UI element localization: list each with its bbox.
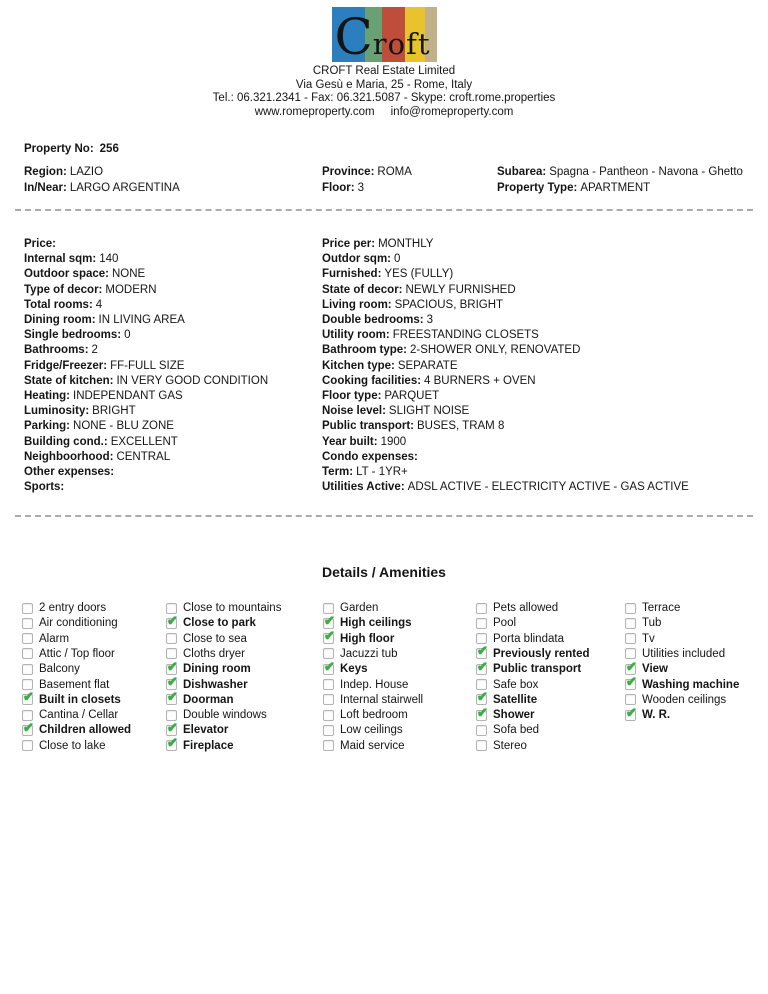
amenity-item: [166, 719, 323, 738]
amenity-item: [625, 658, 768, 677]
amenity-checkbox[interactable]: [476, 603, 487, 614]
amenity-checkbox[interactable]: [323, 603, 334, 614]
detail-row: [24, 480, 322, 495]
company-email-link[interactable]: info@romeproperty.com: [390, 105, 514, 118]
detail-label: Public transport:: [322, 420, 415, 433]
amenity-item: [323, 628, 476, 646]
amenity-checkbox[interactable]: [476, 658, 488, 675]
amenity-label: Children allowed: [39, 724, 132, 737]
detail-value: BRIGHT: [92, 405, 136, 418]
amenity-label: Built in closets: [39, 693, 121, 706]
location-field: [24, 164, 322, 180]
amenity-label: Low ceilings: [340, 724, 403, 737]
amenity-checkbox[interactable]: [22, 664, 33, 675]
checkmark-icon: ✔: [626, 704, 637, 720]
separator-top: [15, 209, 753, 211]
checkmark-icon: ✔: [477, 643, 488, 659]
amenity-label: Tub: [642, 617, 662, 630]
logo-text: [334, 8, 431, 66]
amenity-checkbox[interactable]: [625, 603, 636, 614]
amenity-item: [323, 708, 476, 723]
amenity-item: [22, 600, 166, 615]
location-field-label: Region:: [24, 166, 67, 178]
amenity-checkbox[interactable]: [22, 618, 33, 629]
amenity-item: [22, 719, 166, 738]
amenity-label: Previously rented: [493, 647, 590, 660]
detail-label: Neighboorhood:: [24, 450, 114, 463]
location-field-value: APARTMENT: [580, 182, 651, 194]
location-field: [497, 164, 768, 180]
amenity-label: Air conditioning: [39, 617, 118, 630]
details-column-right: [322, 237, 762, 495]
amenity-label: Pool: [493, 617, 517, 630]
location-field-value: LAZIO: [69, 166, 104, 178]
detail-row: [24, 389, 322, 404]
property-number: [24, 143, 768, 155]
amenity-item: [323, 677, 476, 692]
amenity-checkbox[interactable]: [323, 628, 335, 644]
detail-row: [24, 313, 322, 328]
amenity-checkbox[interactable]: [625, 694, 636, 705]
amenities-title: Details / Amenities: [322, 564, 446, 581]
checkmark-icon: ✔: [324, 628, 335, 644]
amenity-item: [323, 723, 476, 738]
detail-label: Price per:: [322, 238, 376, 250]
amenity-item: [22, 616, 166, 631]
detail-row: [322, 465, 762, 480]
logo-rest: roft: [372, 27, 431, 61]
detail-row: [322, 343, 762, 358]
amenity-label: Close to lake: [39, 739, 106, 752]
detail-value: SEPARATE: [397, 359, 458, 372]
amenity-item: [166, 646, 323, 661]
checkmark-icon: ✔: [477, 658, 488, 674]
detail-value: YES (FULLY): [384, 268, 454, 281]
amenity-item: [625, 616, 768, 631]
amenity-item: [166, 689, 323, 707]
checkmark-icon: ✔: [626, 674, 637, 690]
amenity-label: View: [642, 663, 668, 676]
detail-row: [322, 283, 762, 298]
detail-row: [24, 465, 322, 480]
location-field-label: Property Type:: [497, 182, 578, 194]
amenity-label: Loft bedroom: [340, 709, 408, 722]
checkmark-icon: ✔: [167, 658, 178, 674]
checkmark-icon: ✔: [23, 689, 34, 705]
amenity-item: [22, 662, 166, 677]
amenity-item: [476, 643, 625, 661]
detail-value: 4 BURNERS + OVEN: [424, 374, 536, 387]
location-field-label: Subarea:: [497, 166, 547, 178]
location-field-value: Spagna - Pantheon - Navona - Ghetto: [549, 166, 743, 178]
amenity-checkbox[interactable]: [166, 689, 178, 705]
amenity-item: [476, 723, 625, 738]
property-number-value: 256: [99, 143, 119, 155]
detail-row: [24, 298, 322, 313]
company-contacts: Tel.: 06.321.2341 - Fax: 06.321.5087 - Skype: croft.rome.properties: [212, 92, 556, 104]
amenity-item: [166, 631, 323, 646]
amenity-label: Indep. House: [340, 678, 409, 691]
amenity-label: Doorman: [183, 693, 234, 706]
detail-row: [322, 374, 762, 389]
company-name: CROFT Real Estate Limited: [312, 65, 456, 77]
amenity-checkbox[interactable]: [22, 689, 34, 705]
detail-label: Dining room:: [24, 314, 96, 327]
amenities-column-4: [476, 600, 625, 753]
detail-row: [322, 237, 762, 252]
property-details: [24, 237, 768, 495]
detail-row: [322, 328, 762, 343]
amenity-checkbox[interactable]: [476, 618, 487, 629]
amenity-label: Balcony: [39, 663, 80, 676]
detail-value: PARQUET: [384, 390, 440, 403]
amenity-label: Wooden ceilings: [642, 693, 727, 706]
detail-value: 2: [91, 344, 98, 357]
detail-label: Fridge/Freezer:: [24, 359, 108, 372]
amenity-checkbox[interactable]: [625, 704, 637, 721]
checkmark-icon: ✔: [23, 719, 34, 735]
detail-row: [24, 252, 322, 267]
amenity-checkbox[interactable]: [166, 648, 177, 659]
amenity-item: [625, 646, 768, 661]
amenity-item: [323, 692, 476, 707]
detail-row: [24, 419, 322, 434]
company-address: Via Gesù e Maria, 25 - Rome, Italy: [295, 78, 473, 91]
detail-row: [24, 404, 322, 419]
location-field-value: LARGO ARGENTINA: [69, 182, 180, 194]
detail-label: Total rooms:: [24, 298, 93, 311]
amenity-label: High floor: [340, 632, 395, 645]
amenities-grid: [22, 600, 768, 753]
detail-row: [322, 480, 762, 495]
detail-row: [322, 298, 762, 313]
detail-value: ADSL ACTIVE - ELECTRICITY ACTIVE - GAS ACTIVE: [407, 481, 689, 494]
checkmark-icon: ✔: [167, 674, 178, 690]
amenity-label: Jacuzzi tub: [340, 647, 398, 660]
detail-row: [322, 313, 762, 328]
amenity-item: [166, 708, 323, 723]
amenity-label: Dishwasher: [183, 678, 248, 691]
amenity-label: High ceilings: [340, 617, 412, 630]
location-field-label: Province:: [322, 166, 375, 178]
location-field: [24, 180, 322, 196]
detail-label: Double bedrooms:: [322, 314, 424, 327]
detail-label: Bathroom type:: [322, 344, 407, 357]
detail-label: Noise level:: [322, 405, 386, 418]
checkmark-icon: ✔: [477, 689, 488, 705]
detail-value: SLIGHT NOISE: [388, 405, 470, 418]
amenity-checkbox[interactable]: [625, 618, 636, 629]
amenity-label: Close to mountains: [183, 602, 282, 615]
amenity-checkbox[interactable]: [476, 740, 487, 751]
amenity-checkbox[interactable]: [323, 679, 334, 690]
detail-value: 2-SHOWER ONLY, RENOVATED: [409, 344, 581, 357]
logo: [0, 0, 768, 66]
company-header: [0, 65, 768, 119]
detail-value: FF-FULL SIZE: [110, 359, 185, 372]
detail-label: Luminosity:: [24, 405, 90, 418]
amenity-label: Cantina / Cellar: [39, 709, 119, 722]
checkmark-icon: ✔: [167, 719, 178, 735]
detail-row: [322, 404, 762, 419]
amenity-item: [625, 674, 768, 692]
detail-label: Single bedrooms:: [24, 329, 122, 342]
property-number-label: Property No:: [24, 143, 94, 155]
amenities-column-1: [22, 600, 166, 753]
amenity-checkbox[interactable]: [476, 704, 488, 721]
amenity-label: Close to park: [183, 617, 256, 630]
detail-row: [322, 252, 762, 267]
amenity-label: 2 entry doors: [39, 602, 107, 615]
checkmark-icon: ✔: [626, 658, 637, 674]
amenity-item: [476, 631, 625, 646]
detail-row: [24, 237, 322, 252]
detail-value: IN LIVING AREA: [98, 314, 185, 327]
amenity-label: Attic / Top floor: [39, 647, 115, 660]
detail-value: MONTHLY: [378, 238, 434, 250]
amenity-label: Double windows: [183, 709, 267, 722]
amenity-checkbox[interactable]: [22, 740, 33, 751]
detail-label: Utilities Active:: [322, 481, 405, 494]
detail-label: Year built:: [322, 435, 378, 448]
amenity-checkbox[interactable]: [476, 643, 488, 659]
amenity-checkbox[interactable]: [166, 735, 178, 751]
amenity-item: [22, 631, 166, 646]
amenity-checkbox[interactable]: [323, 725, 334, 736]
detail-label: Term:: [322, 466, 354, 479]
amenity-checkbox[interactable]: [323, 740, 334, 751]
detail-value: INDEPENDANT GAS: [73, 390, 183, 403]
amenity-item: [625, 631, 768, 646]
detail-value: SPACIOUS, BRIGHT: [394, 298, 504, 311]
amenity-label: Utilities included: [642, 647, 726, 660]
amenity-label: Sofa bed: [493, 724, 540, 737]
amenity-checkbox[interactable]: [22, 719, 34, 736]
amenity-label: Public transport: [493, 663, 582, 676]
location-field-value: ROMA: [377, 166, 412, 178]
amenity-label: W. R.: [642, 709, 671, 722]
detail-value: 3: [426, 314, 433, 327]
detail-row: [322, 267, 762, 282]
amenity-label: Basement flat: [39, 678, 110, 691]
detail-row: [24, 359, 322, 374]
amenity-label: Terrace: [642, 602, 681, 615]
location-field-label: In/Near:: [24, 182, 67, 194]
detail-label: Bathrooms:: [24, 344, 89, 357]
amenities-column-5: [625, 600, 768, 753]
amenity-item: [166, 658, 323, 677]
amenity-label: Elevator: [183, 724, 229, 737]
amenity-item: [476, 600, 625, 615]
separator-bottom: [15, 515, 753, 517]
amenity-item: [476, 738, 625, 753]
location-field-value: 3: [357, 182, 364, 194]
amenity-label: Shower: [493, 709, 535, 722]
location-grid: [24, 164, 768, 196]
amenity-label: Dining room: [183, 663, 251, 676]
detail-value: NEWLY FURNISHED: [405, 283, 516, 296]
amenity-item: [323, 646, 476, 661]
detail-row: [322, 389, 762, 404]
amenity-item: [476, 704, 625, 723]
detail-label: Floor type:: [322, 390, 382, 403]
amenity-label: Close to sea: [183, 632, 247, 645]
details-column-left: [24, 237, 322, 495]
detail-value: EXCELLENT: [110, 435, 178, 448]
detail-label: Type of decor:: [24, 283, 103, 296]
amenity-label: Alarm: [39, 632, 70, 645]
detail-label: Other expenses:: [24, 466, 115, 479]
amenity-item: [323, 738, 476, 753]
detail-row: [24, 343, 322, 358]
amenity-item: [166, 600, 323, 615]
amenity-checkbox[interactable]: [625, 648, 636, 659]
amenity-item: [166, 735, 323, 753]
detail-label: State of decor:: [322, 283, 403, 296]
detail-row: [24, 328, 322, 343]
company-website-link[interactable]: www.romeproperty.com: [254, 105, 375, 118]
detail-label: Heating:: [24, 390, 70, 403]
detail-label: Outdor sqm:: [322, 253, 391, 266]
checkmark-icon: ✔: [324, 612, 335, 628]
amenity-label: Keys: [340, 663, 368, 676]
amenities-column-2: [166, 600, 323, 753]
checkmark-icon: ✔: [167, 735, 178, 751]
logo-initial: C: [334, 8, 373, 66]
amenity-item: [22, 738, 166, 753]
detail-value: FREESTANDING CLOSETS: [392, 329, 539, 342]
amenity-checkbox[interactable]: [323, 710, 334, 721]
detail-row: [322, 359, 762, 374]
amenity-item: [166, 612, 323, 631]
amenity-checkbox[interactable]: [476, 725, 487, 736]
amenity-item: [323, 658, 476, 677]
detail-value: NONE - BLU ZONE: [73, 420, 174, 433]
detail-row: [322, 435, 762, 450]
detail-value: 0: [124, 329, 131, 342]
detail-value: 1900: [380, 435, 407, 448]
amenity-item: [625, 704, 768, 723]
amenity-item: [476, 677, 625, 692]
checkmark-icon: ✔: [167, 612, 178, 628]
amenity-item: [323, 600, 476, 615]
detail-value: 4: [95, 298, 103, 311]
amenity-item: [476, 689, 625, 707]
amenity-item: [476, 658, 625, 677]
detail-row: [24, 450, 322, 465]
amenity-label: Washing machine: [642, 678, 740, 691]
location-field: [322, 164, 497, 180]
amenity-item: [323, 612, 476, 631]
amenity-checkbox[interactable]: [625, 633, 636, 644]
detail-row: [24, 374, 322, 389]
amenity-item: [22, 689, 166, 707]
amenity-item: [625, 600, 768, 615]
detail-row: [24, 435, 322, 450]
amenity-item: [22, 708, 166, 723]
detail-label: Building cond.:: [24, 435, 108, 448]
croft-logo: [332, 7, 437, 66]
detail-row: [24, 267, 322, 282]
amenity-checkbox[interactable]: [476, 689, 488, 705]
detail-value: CENTRAL: [116, 450, 171, 463]
amenity-checkbox[interactable]: [323, 648, 334, 659]
amenity-label: Satellite: [493, 693, 538, 706]
detail-label: Living room:: [322, 298, 392, 311]
amenity-checkbox[interactable]: [22, 633, 33, 644]
location-field: [497, 180, 768, 196]
detail-value: BUSES, TRAM 8: [417, 420, 505, 433]
amenity-label: Porta blindata: [493, 632, 564, 645]
detail-row: [322, 419, 762, 434]
amenity-label: Fireplace: [183, 739, 234, 752]
amenities-column-3: [323, 600, 476, 753]
detail-label: Utility room:: [322, 329, 390, 342]
amenity-label: Cloths dryer: [183, 647, 245, 660]
detail-value: IN VERY GOOD CONDITION: [116, 374, 269, 387]
amenity-label: Pets allowed: [493, 602, 559, 615]
location-field-label: Floor:: [322, 182, 355, 194]
detail-label: Cooking facilities:: [322, 374, 422, 387]
amenity-item: [22, 677, 166, 692]
amenity-checkbox[interactable]: [323, 658, 335, 675]
amenity-item: [625, 692, 768, 707]
detail-label: Internal sqm:: [24, 253, 97, 266]
amenity-checkbox[interactable]: [166, 603, 177, 614]
detail-row: [322, 450, 762, 465]
detail-label: Price:: [24, 238, 56, 250]
amenity-item: [476, 616, 625, 631]
amenity-checkbox[interactable]: [22, 603, 33, 614]
amenity-item: [166, 674, 323, 692]
amenity-label: Internal stairwell: [340, 693, 424, 706]
checkmark-icon: ✔: [167, 689, 178, 705]
amenity-checkbox[interactable]: [625, 674, 637, 690]
amenity-checkbox[interactable]: [166, 633, 177, 644]
amenity-checkbox[interactable]: [323, 694, 334, 705]
detail-label: Parking:: [24, 420, 71, 433]
detail-label: Sports:: [24, 481, 65, 494]
detail-value: NONE: [111, 268, 146, 281]
detail-value: 140: [99, 253, 119, 266]
amenity-label: Garden: [340, 602, 379, 615]
amenity-label: Tv: [642, 632, 655, 645]
detail-label: Outdoor space:: [24, 268, 109, 281]
detail-row: [24, 283, 322, 298]
amenity-label: Safe box: [493, 678, 539, 691]
detail-label: Furnished:: [322, 268, 382, 281]
detail-label: Condo expenses:: [322, 450, 418, 463]
amenity-checkbox[interactable]: [22, 648, 33, 659]
location-field: [322, 180, 497, 196]
detail-value: LT - 1YR+: [356, 466, 408, 479]
amenity-checkbox[interactable]: [166, 612, 178, 629]
amenity-label: Maid service: [340, 739, 405, 752]
amenity-item: [22, 646, 166, 661]
detail-value: 0: [394, 253, 401, 266]
checkmark-icon: ✔: [477, 704, 488, 720]
amenity-label: Stereo: [493, 739, 527, 752]
detail-label: State of kitchen:: [24, 374, 114, 387]
detail-value: MODERN: [105, 283, 157, 296]
detail-label: Kitchen type:: [322, 359, 395, 372]
checkmark-icon: ✔: [324, 658, 335, 674]
